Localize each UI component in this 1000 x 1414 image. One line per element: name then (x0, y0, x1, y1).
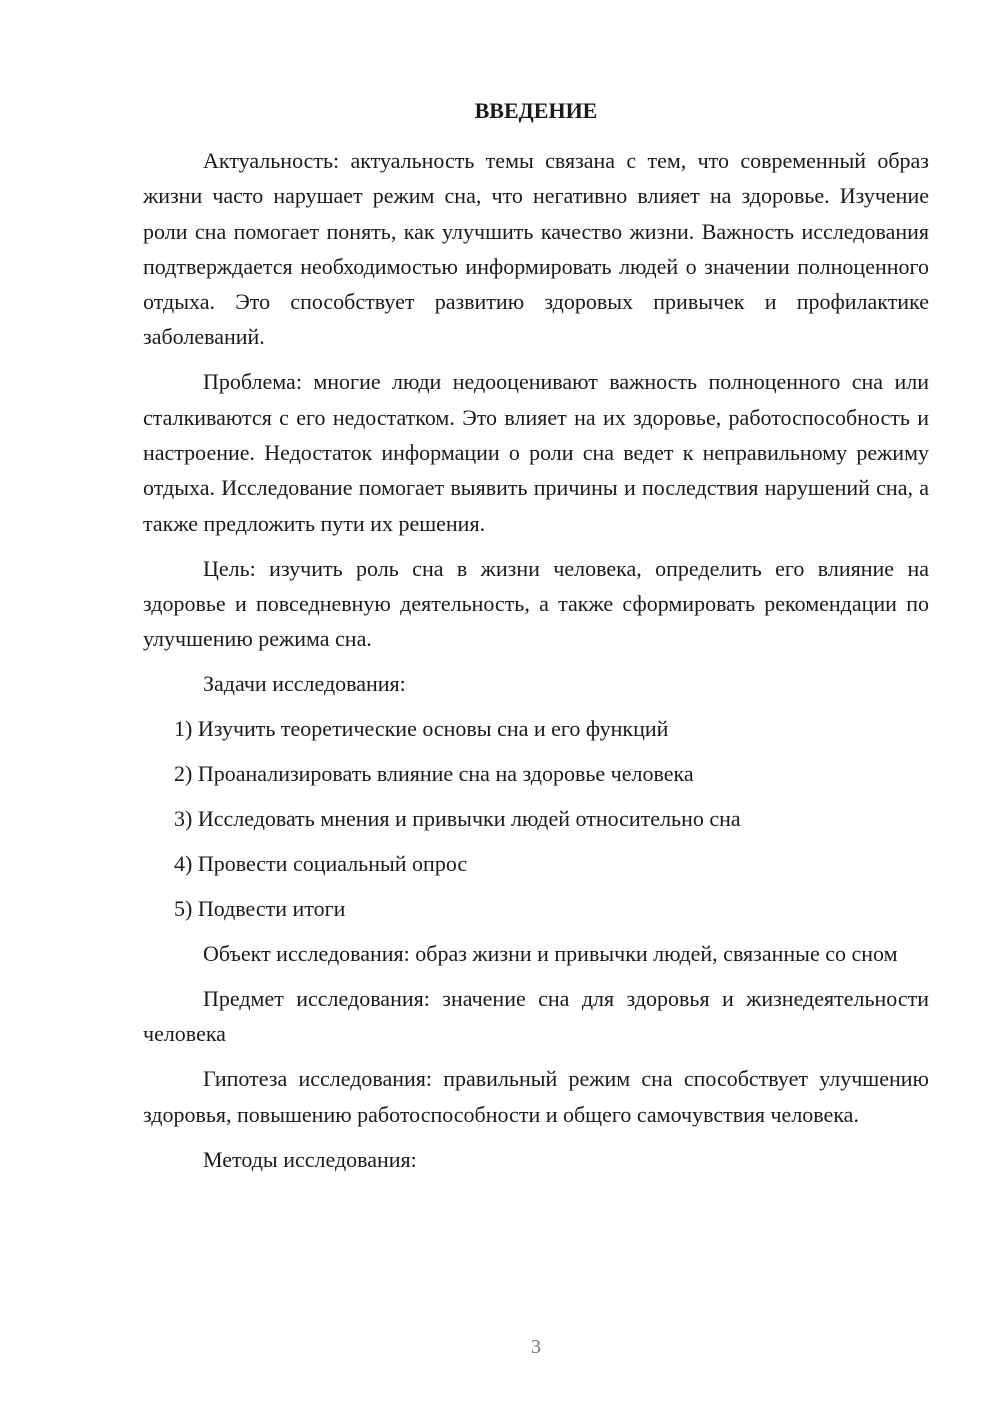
page-body (143, 143, 929, 1177)
paragraph-subject: Предмет исследования: значение сна для здоровья и жизнедеятельности человека (143, 986, 929, 1047)
list-item: 4) Провести социальный опрос (174, 851, 468, 877)
page-number-label: 3 (531, 1336, 541, 1358)
paragraph-goal: Цель: изучить роль сна в жизни человека, определить его влияние на здоровье и повседневную деятельность, а также сформировать рекомендации по улучшению режима сна. (143, 555, 929, 652)
paragraph-hypothesis: Гипотеза исследования: правильный режим сна способствует улучшению здоровья, повышению работоспособности и общего самочувствия человека. (143, 1066, 929, 1127)
paragraph-object: Объект исследования: образ жизни и привычки людей, связанные со сном (203, 941, 898, 967)
list-item: 1) Изучить теоретические основы сна и его функций (174, 716, 669, 742)
paragraph-relevance: Актуальность: актуальность темы связана с тем, что современный образ жизни часто нарушает режим сна, что негативно влияет на здоровье. Изучение роли сна помогает понять, как улучшить качество жизни. Важность исследования подтверждается необходимостью информировать людей о значении полноценного отдыха. Это способствует развитию здоровых привычек и профилактике заболеваний. (143, 148, 929, 350)
paragraph-problem: Проблема: многие люди недооценивают важность полноценного сна или сталкиваются с его недостатком. Это влияет на их здоровье, работоспособность и настроение. Недостаток информации о роли сна ведет к неправильному режиму отдыха. Исследование помогает выявить причины и последствия нарушений сна, а также предложить пути их решения. (143, 369, 929, 536)
page-number (72, 1334, 1000, 1360)
methods-heading: Методы исследования: (203, 1146, 417, 1172)
section-title: ВВЕДЕНИЕ (474, 98, 598, 123)
list-item: 3) Исследовать мнения и привычки людей относительно сна (174, 806, 741, 832)
tasks-list (143, 711, 929, 926)
list-item: 2) Проанализировать влияние сна на здоровье человека (174, 761, 694, 787)
tasks-heading: Задачи исследования: (203, 671, 406, 697)
list-item: 5) Подвести итоги (174, 896, 346, 922)
